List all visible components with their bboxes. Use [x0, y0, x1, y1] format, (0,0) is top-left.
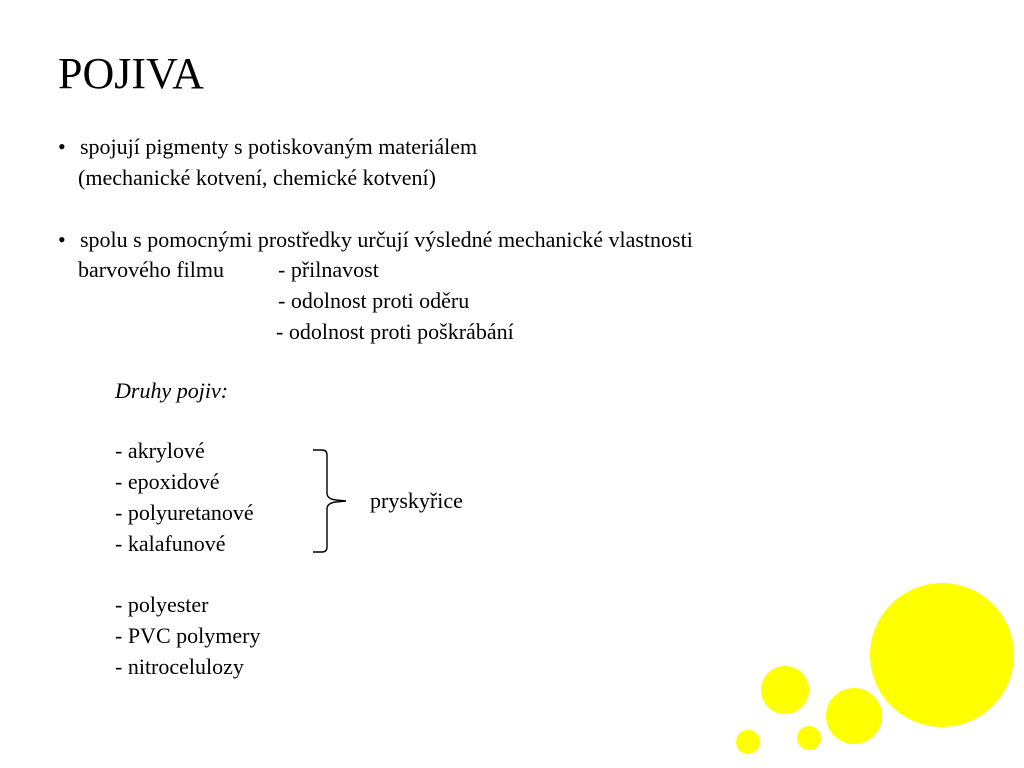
decor-circle-large [870, 583, 1014, 727]
bullet-2-line-1: spolu s pomocnými prostředky určují výsledné mechanické vlastnosti [80, 227, 693, 252]
property-item: - odolnost proti oděru [278, 288, 470, 313]
other-item: - nitrocelulozy [115, 654, 244, 679]
other-item: - PVC polymery [115, 623, 261, 648]
bullet-dot: • [58, 227, 66, 252]
bullet-1-line-1: spojují pigmenty s potiskovaným materiálem [80, 134, 478, 159]
resin-item: - polyuretanové [115, 500, 254, 525]
bullet-2-line-2: barvového filmu [78, 257, 225, 282]
resin-item: - epoxidové [115, 469, 220, 494]
resins-label: pryskyřice [370, 488, 463, 513]
decor-circle-small [736, 730, 760, 754]
curly-brace [312, 449, 348, 553]
other-item: - polyester [115, 592, 209, 617]
bullet-dot: • [58, 134, 66, 159]
types-heading: Druhy pojiv: [115, 378, 229, 403]
bullet-1-line-2: (mechanické kotvení, chemické kotvení) [78, 165, 436, 190]
resin-item: - kalafunové [115, 531, 226, 556]
property-item: - odolnost proti poškrábání [276, 319, 514, 344]
property-item: - přilnavost [278, 257, 379, 282]
resin-item: - akrylové [115, 438, 205, 463]
decor-circle-small [797, 726, 821, 750]
slide-title: POJIVA [58, 49, 204, 98]
decor-circle-medium [826, 688, 882, 744]
decor-circle-medium [761, 666, 809, 714]
